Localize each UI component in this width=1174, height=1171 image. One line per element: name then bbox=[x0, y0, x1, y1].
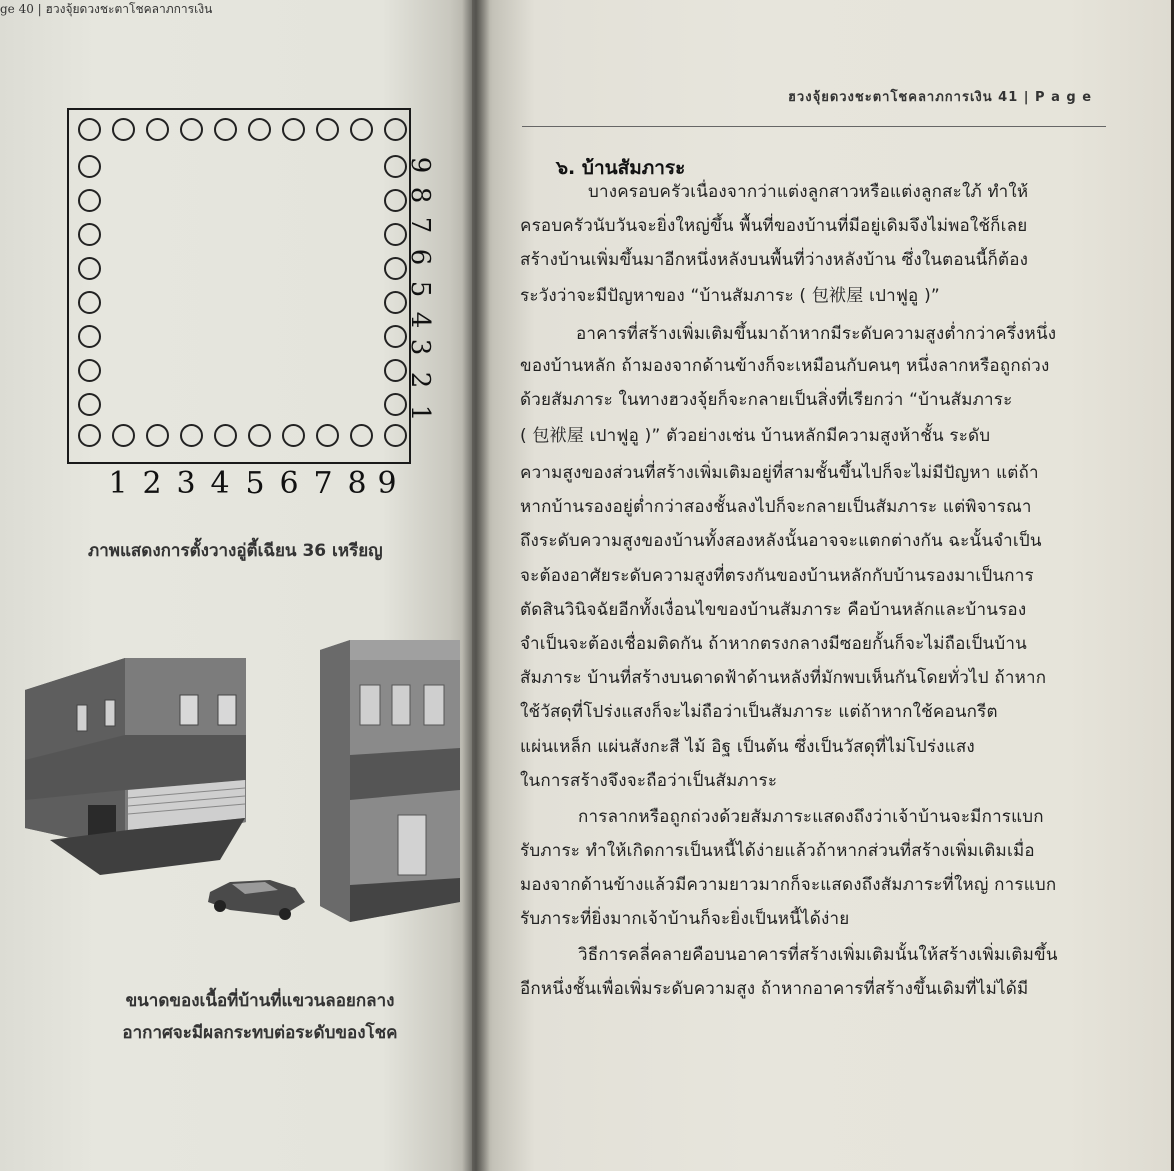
coin-circle bbox=[350, 424, 373, 447]
side-number: 9 bbox=[405, 156, 435, 174]
bottom-number: 3 bbox=[176, 466, 196, 501]
coin-circle bbox=[248, 424, 271, 447]
coin-circle bbox=[384, 424, 407, 447]
coin-circle bbox=[180, 424, 203, 447]
book-spine-shadow bbox=[462, 0, 490, 1171]
body-line: สัมภาระ บ้านที่สร้างบนดาดฟ้าด้านหลังที่มักพบเห็นกันโดยทั่วไป ถ้าหาก bbox=[520, 668, 1047, 688]
car-illustration bbox=[208, 880, 305, 920]
coin-circle bbox=[78, 189, 101, 212]
section-title: ๖. บ้านสัมภาระ bbox=[556, 157, 686, 179]
coin-circle bbox=[384, 223, 407, 246]
building-caption-line1: ขนาดของเนื้อที่บ้านที่แขวนลอยกลาง bbox=[125, 991, 395, 1011]
bottom-number: 8 bbox=[347, 466, 367, 501]
coin-circle bbox=[112, 118, 135, 141]
coin-circle bbox=[214, 118, 237, 141]
coin-circle bbox=[384, 359, 407, 382]
body-line: รับภาระ ทำให้เกิดการเป็นหนี้ได้ง่ายแล้วถ้าหากส่วนที่สร้างเพิ่มเติมเมื่อ bbox=[520, 841, 1035, 861]
coin-circle bbox=[78, 223, 101, 246]
coin-circle bbox=[112, 424, 135, 447]
coin-circle bbox=[78, 118, 101, 141]
coin-circle bbox=[282, 118, 305, 141]
coin-circle bbox=[146, 118, 169, 141]
building-illustration bbox=[20, 640, 460, 940]
side-number: 6 bbox=[405, 248, 435, 266]
coin-circle bbox=[384, 325, 407, 348]
bottom-number: 4 bbox=[210, 466, 230, 501]
coin-circle bbox=[180, 118, 203, 141]
body-line: ( 包袱屋 เปาฟูอู )” ตัวอย่างเช่น บ้านหลักมีความสูงห้าชั้น ระดับ bbox=[520, 426, 991, 446]
body-line: ครอบครัวนับวันจะยิ่งใหญ่ขึ้น พื้นที่ของบ้านที่มีอยู่เดิมจึงไม่พอใช้ก็เลย bbox=[520, 216, 1028, 236]
coin-arrangement-frame bbox=[67, 108, 411, 464]
coin-circle bbox=[78, 155, 101, 178]
body-line: ใช้วัสดุที่โปร่งแสงก็จะไม่ถือว่าเป็นสัมภาระ แต่ถ้าหากใช้คอนกรีต bbox=[520, 702, 998, 722]
body-line: จำเป็นจะต้องเชื่อมติดกัน ถ้าหากตรงกลางมีซอยกั้นก็จะไม่ถือเป็นบ้าน bbox=[520, 634, 1027, 654]
body-line: อีกหนึ่งชั้นเพื่อเพิ่มระดับความสูง ถ้าหากอาคารที่สร้างขึ้นเดิมที่ไม่ได้มี bbox=[520, 979, 1029, 999]
coin-circle bbox=[78, 424, 101, 447]
side-number: 8 bbox=[405, 186, 435, 204]
coin-circle bbox=[248, 118, 271, 141]
body-line: หากบ้านรองอยู่ต่ำกว่าสองชั้นลงไปก็จะกลายเป็นสัมภาระ แต่พิจารณา bbox=[520, 497, 1032, 517]
coin-circle bbox=[384, 393, 407, 416]
coin-circle bbox=[214, 424, 237, 447]
body-line: รับภาระที่ยิ่งมากเจ้าบ้านก็จะยิ่งเป็นหนี้ได้ง่าย bbox=[520, 909, 850, 929]
body-line: จะต้องอาศัยระดับความสูงที่ตรงกันของบ้านหลักกับบ้านรองมาเป็นการ bbox=[520, 566, 1034, 586]
bottom-number: 6 bbox=[279, 466, 299, 501]
coin-circle bbox=[384, 189, 407, 212]
side-number: 5 bbox=[405, 280, 435, 298]
coin-circle bbox=[78, 393, 101, 416]
left-page-header-cut: ge 40 | ฮวงจุ้ยดวงชะตาโชคลาภการเงิน bbox=[0, 2, 213, 16]
coin-circle bbox=[146, 424, 169, 447]
coin-circle bbox=[384, 155, 407, 178]
body-line: ของบ้านหลัก ถ้ามองจากด้านข้างก็จะเหมือนกับคนๆ หนึ่งลากหรือถูกถ่วง bbox=[520, 356, 1050, 376]
bottom-number: 5 bbox=[245, 466, 265, 501]
bottom-number: 1 bbox=[108, 466, 128, 501]
coin-circle bbox=[350, 118, 373, 141]
body-line: บางครอบครัวเนื่องจากว่าแต่งลูกสาวหรือแต่งลูกสะใภ้ ทำให้ bbox=[588, 182, 1029, 202]
header-rule bbox=[522, 126, 1106, 127]
left-page bbox=[0, 0, 478, 1171]
coin-circle bbox=[282, 424, 305, 447]
side-number: 4 bbox=[405, 311, 435, 329]
side-number: 7 bbox=[405, 216, 435, 234]
side-number: 3 bbox=[405, 338, 435, 356]
body-line: ในการสร้างจึงจะถือว่าเป็นสัมภาระ bbox=[520, 771, 778, 791]
running-header: ฮวงจุ้ยดวงชะตาโชคลาภการเงิน 41 | P a g e bbox=[788, 90, 1093, 105]
coin-circle bbox=[316, 118, 339, 141]
coin-circle bbox=[316, 424, 339, 447]
body-line: มองจากด้านข้างแล้วมีความยาวมากก็จะแสดงถึงสัมภาระที่ใหญ่ การแบก bbox=[520, 875, 1057, 895]
bottom-number: 2 bbox=[142, 466, 162, 501]
body-line: สร้างบ้านเพิ่มขึ้นมาอีกหนึ่งหลังบนพื้นที่ว่างหลังบ้าน ซึ่งในตอนนี้ก็ต้อง bbox=[520, 250, 1029, 270]
body-line: ความสูงของส่วนที่สร้างเพิ่มเติมอยู่ที่สามชั้นขึ้นไปก็จะไม่มีปัญหา แต่ถ้า bbox=[520, 463, 1039, 483]
side-number: 2 bbox=[405, 371, 435, 389]
coin-circle bbox=[78, 257, 101, 280]
side-number: 1 bbox=[405, 404, 435, 422]
bottom-number: 9 bbox=[377, 466, 397, 501]
bottom-number: 7 bbox=[313, 466, 333, 501]
coin-circle bbox=[384, 291, 407, 314]
coin-circle bbox=[78, 359, 101, 382]
coin-circle bbox=[384, 257, 407, 280]
body-line: ถึงระดับความสูงของบ้านทั้งสองหลังนั้นอาจจะแตกต่างกัน ฉะนั้นจำเป็น bbox=[520, 531, 1042, 551]
coin-circle bbox=[384, 118, 407, 141]
body-line: อาคารที่สร้างเพิ่มเติมขึ้นมาถ้าหากมีระดับความสูงต่ำกว่าครึ่งหนึ่ง bbox=[576, 324, 1057, 344]
building-caption-line2: อากาศจะมีผลกระทบต่อระดับของโชค bbox=[122, 1023, 398, 1043]
body-line: ระวังว่าจะมีปัญหาของ “บ้านสัมภาระ ( 包袱屋 เปาฟูอู )” bbox=[520, 286, 940, 306]
body-line: แผ่นเหล็ก แผ่นสังกะสี ไม้ อิฐ เป็นต้น ซึ่งเป็นวัสดุที่ไม่โปร่งแสง bbox=[520, 737, 975, 757]
body-line: ด้วยสัมภาระ ในทางฮวงจุ้ยก็จะกลายเป็นสิ่งที่เรียกว่า “บ้านสัมภาระ bbox=[520, 390, 1013, 410]
coin-circle bbox=[78, 325, 101, 348]
coin-diagram-caption: ภาพแสดงการตั้งวางอู่ตี้เฉียน 36 เหรียญ bbox=[88, 541, 383, 561]
coin-circle bbox=[78, 291, 101, 314]
body-line: วิธีการคลี่คลายคือบนอาคารที่สร้างเพิ่มเติมนั้นให้สร้างเพิ่มเติมขึ้น bbox=[578, 945, 1058, 965]
body-line: ตัดสินวินิจฉัยอีกทั้งเงื่อนไขของบ้านสัมภาระ คือบ้านหลักและบ้านรอง bbox=[520, 600, 1027, 620]
body-line: การลากหรือถูกถ่วงด้วยสัมภาระแสดงถึงว่าเจ้าบ้านจะมีการแบก bbox=[578, 807, 1044, 827]
